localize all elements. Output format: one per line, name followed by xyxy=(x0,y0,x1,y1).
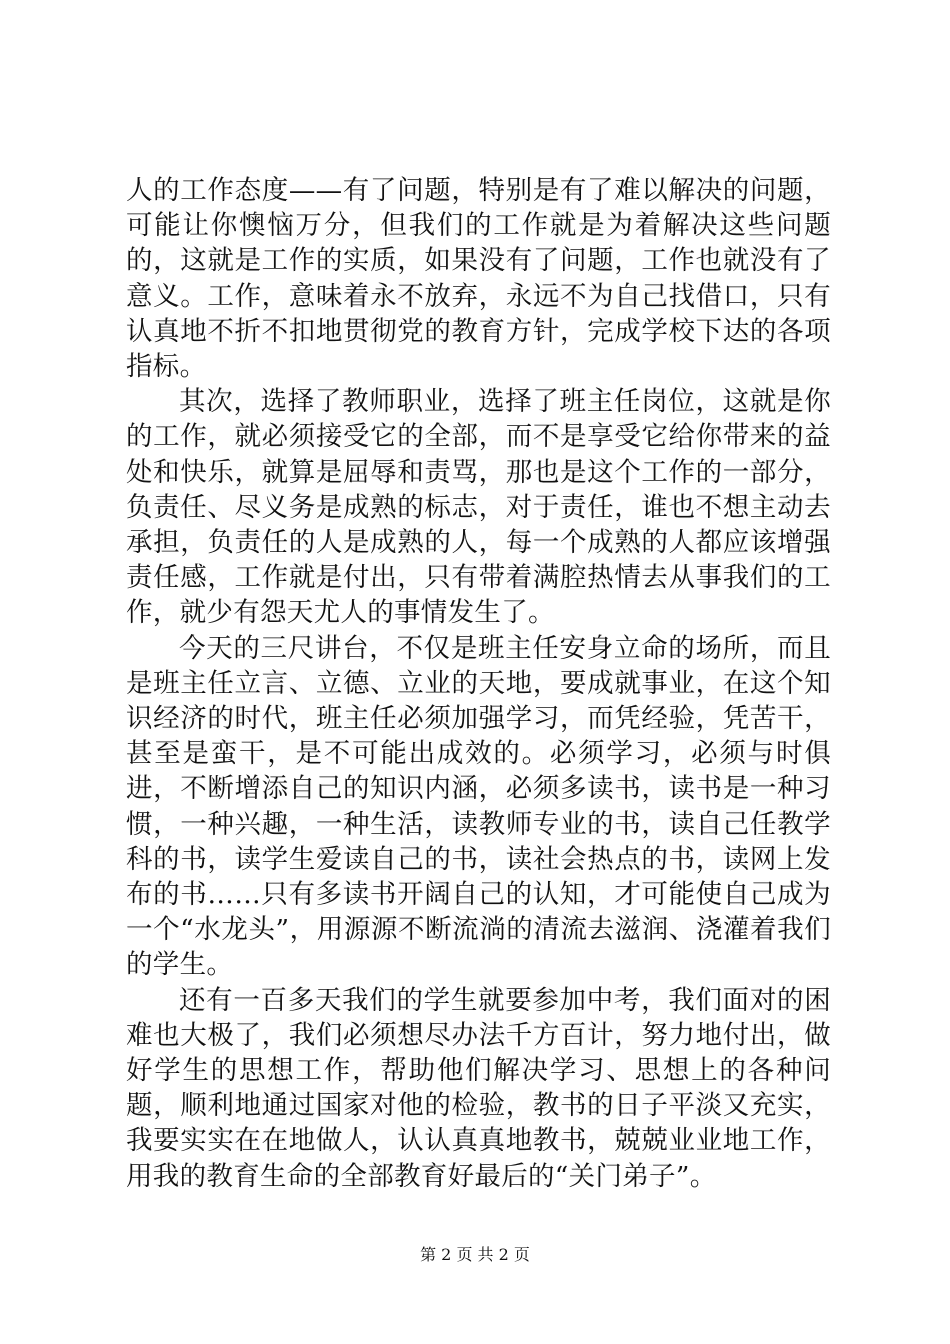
body-text xyxy=(126,173,831,1194)
paragraph-1: 人的工作态度——有了问题，特别是有了难以解决的问题，可能让你懊恼万分，但我们的工作就是为着解决这些问题的，这就是工作的实质，如果没有了问题，工作也就没有了意义。工作，意味着永不放弃，永远不为自己找借口，只有认真地不折不扣地贯彻党的教育方针，完成学校下达的各项指标。 xyxy=(126,175,831,383)
paragraph-4: 还有一百多天我们的学生就要参加中考，我们面对的困难也大极了，我们必须想尽办法千方百计，努力地付出，做好学生的思想工作，帮助他们解决学习、思想上的各种问题，顺利地通过国家对他的检验，教书的日子平淡又充实，我要实实在在地做人，认认真真地教书，兢兢业业地工作，用我的教育生命的全部教育好最后的“关门弟子”。 xyxy=(126,984,831,1192)
paragraph-2: 其次，选择了教师职业，选择了班主任岗位，这就是你的工作，就必须接受它的全部，而不是享受它给你带来的益处和快乐，就算是屈辱和责骂，那也是这个工作的一部分，负责任、尽义务是成熟的标志，对于责任，谁也不想主动去承担，负责任的人是成熟的人，每一个成熟的人都应该增强责任感，工作就是付出，只有带着满腔热情去从事我们的工作，就少有怨天尤人的事情发生了。 xyxy=(126,386,831,629)
page-footer: 第 2 页 共 2 页 xyxy=(420,1245,530,1264)
paragraph-3: 今天的三尺讲台，不仅是班主任安身立命的场所，而且是班主任立言、立德、立业的天地，要成就事业，在这个知识经济的时代，班主任必须加强学习，而凭经验，凭苦干，甚至是蛮干，是不可能出成效的。必须学习，必须与时俱进，不断增添自己的知识内涵，必须多读书，读书是一种习惯，一种兴趣，一种生活，读教师专业的书，读自己任教学科的书，读学生爱读自己的书，读社会热点的书，读网上发布的书……只有多读书开阔自己的认知，才可能使自己成为一个“水龙头”，用源源不断流淌的清流去滋润、浇灌着我们的学生。 xyxy=(126,632,831,981)
